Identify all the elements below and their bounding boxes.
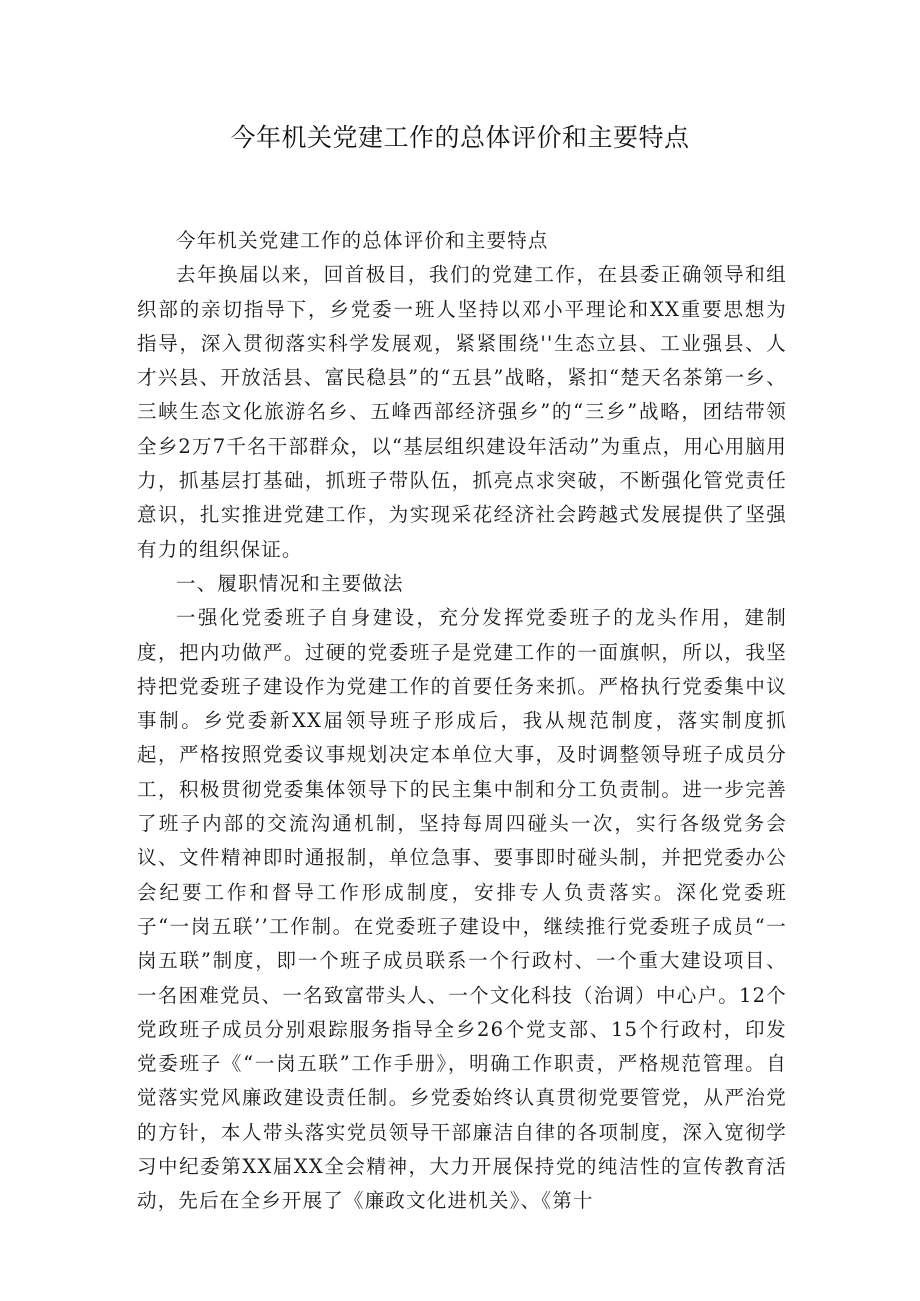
section-heading: 一、履职情况和主要做法	[176, 571, 404, 595]
document-body	[137, 224, 787, 1219]
document-title: 今年机关党建工作的总体评价和主要特点	[230, 123, 690, 152]
paragraph-body: 一强化党委班子自身建设，充分发挥党委班子的龙头作用，建制度，把内功做严。过硬的党委班子是党建工作的一面旗帜，所以，我坚持把党委班子建设作为党建工作的首要任务来抓。严格执行党委集中议事制。乡党委新XX届领导班子形成后，我从规范制度，落实制度抓起，严格按照党委议事规划决定本单位大事，及时调整领导班子成员分工，积极贯彻党委集体领导下的民主集中制和分工负责制。进一步完善了班子内部的交流沟通机制，坚持每周四碰头一次，实行各级党务会议、文件精神即时通报制，单位急事、要事即时碰头制，并把党委办公会纪要工作和督导工作形成制度，安排专人负责落实。深化党委班子“一岗五联’’工作制。在党委班子建设中，继续推行党委班子成员“一岗五联”制度，即一个班子成员联系一个行政村、一个重大建设项目、一名困难党员、一名致富带头人、一个文化科技（治调）中心户。12个党政班子成员分别艰踪服务指导全乡26个党支部、15个行政村，印发党委班子《“一岗五联”工作手册》，明确工作职责，严格规范管理。自觉落实党风廉政建设责任制。乡党委始终认真贯彻党要管党，从严治党的方针，本人带头落实党员领导干部廉洁自律的各项制度，深入宽彻学习中纪委第XX届XX全会精神，大力开展保持党的纯洁性的宣传教育活动，先后在全乡开展了《廉政文化进机关》、《第十	[137, 606, 787, 1213]
paragraph-subtitle: 今年机关党建工作的总体评价和主要特点	[176, 229, 549, 252]
paragraph-intro: 去年换届以来，回首极目，我们的党建工作，在县委正确领导和组织部的亲切指导下，乡党委一班人坚持以邓小平理论和XX重要思想为指导，深入贯彻落实科学发展观，紧紧围绕''生态立县、工业强县、人才兴县、开放活县、富民稳县”的“五县”战略，紧扣“楚天名茶第一乡、三峡生态文化旅游名乡、五峰西部经济强乡”的“三乡”战略，团结带领全乡2万7千名干部群众，以“基层组织建设年活动”为重点，用心用脑用力，抓基层打基础，抓班子带队伍，抓亮点求突破，不断强化管党责任意识，扎实推进党建工作，为实现采花经济社会跨越式发展提供了坚强有力的组织保证。	[137, 263, 787, 561]
